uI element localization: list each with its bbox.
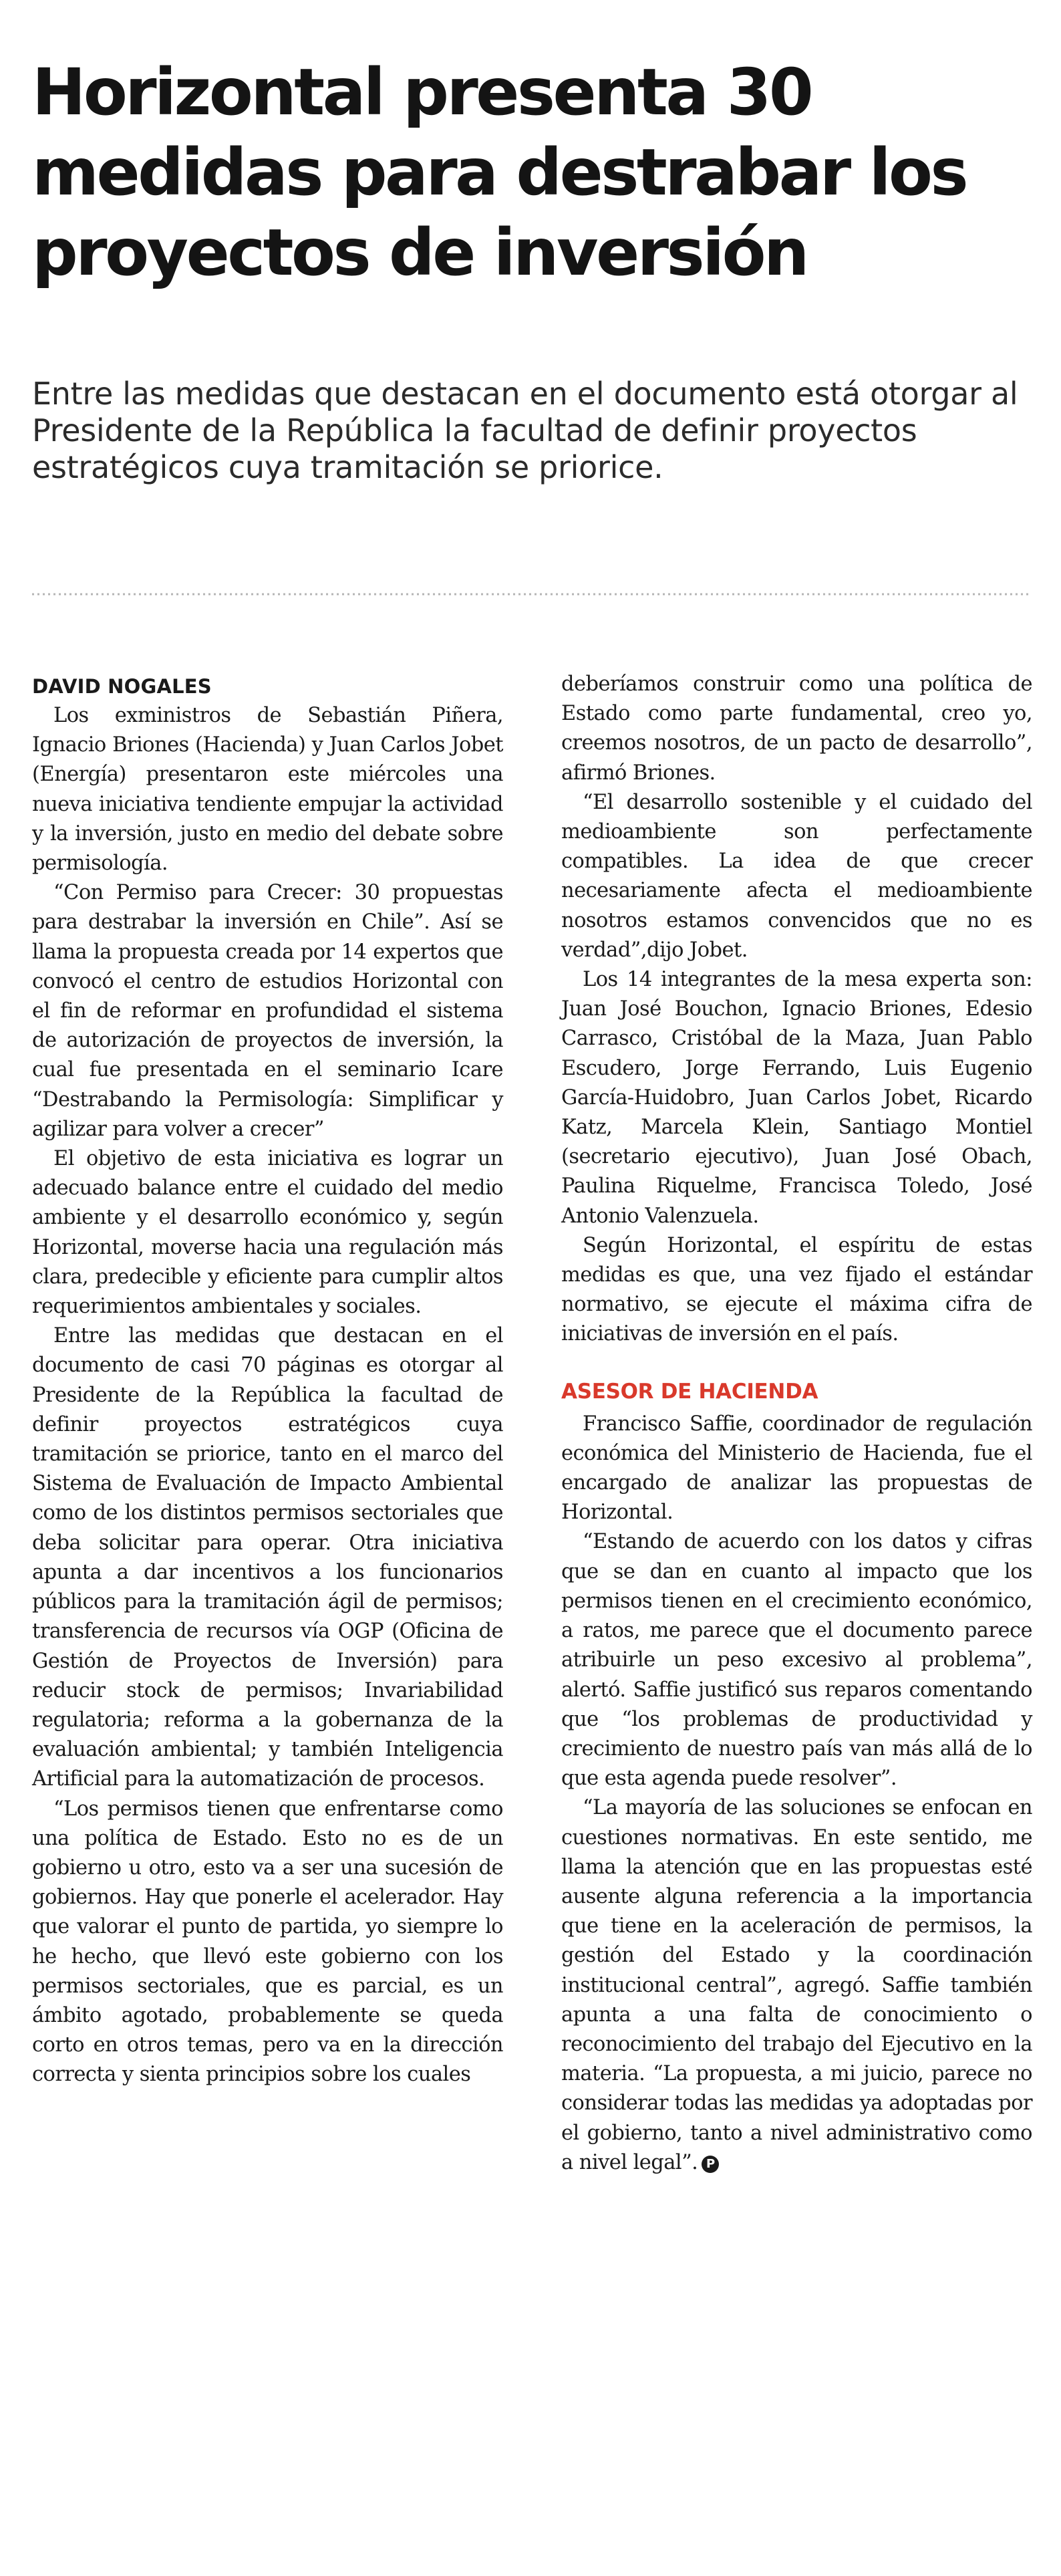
column-right — [561, 670, 1032, 2178]
subhead: ASESOR DE HACIENDA — [561, 1379, 818, 1404]
paragraph-final-text: “La mayoría de las soluciones se enfocan en cuestiones normativas. En este sentido, me llama la atención que en las propuestas esté ausente alguna referencia a la importancia que tiene en la aceleración de permisos, la gestión del Estado y la coordinación institucional central”, agregó. Saffie también apunta a una falta de conocimiento o reconocimiento del trabajo del Ejecutivo en la materia. “La propuesta, a mi juicio, parece no considerar todas las medidas ya adoptadas por el gobierno, tanto a nivel administrativo como a nivel legal”. — [561, 1796, 1032, 2174]
paragraph: Según Horizontal, el espíritu de estas medidas es que, una vez fijado el estándar normativo, se ejecute el máxima cifra de iniciativas de inversión en el país. — [561, 1233, 1032, 1346]
paragraph: Los 14 integrantes de la mesa experta son: Juan José Bouchon, Ignacio Briones, Edesio Carrasco, Cristóbal de la Maza, Juan Pablo Escudero, Jorge Ferrando, Luis Eugenio García-Huidobro, Juan Carlos Jobet, Ricardo Katz, Marcela Klein, Santiago Montiel (secretario ejecutivo), Juan José Obach, Paulina Riquelme, Francisca Toledo, José Antonio Valenzuela. — [561, 968, 1032, 1228]
paragraph: “Estando de acuerdo con los datos y cifras que se dan en cuanto al impacto que los permisos tienen en el crecimiento económico, a ratos, me parece que el documento parece atribuirle un peso excesivo al problema”, alertó. Saffie justificó sus reparos comentando que “los problemas de productividad y crecimiento de nuestro país van más allá de lo que esta agenda puede resolver”. — [561, 1530, 1032, 1791]
section-divider — [0, 588, 1061, 600]
paragraph: “Los permisos tienen que enfrentarse como una política de Estado. Esto no es de un gobierno u otro, esto va a ser una sucesión de gobiernos. Hay que ponerle el acelerador. Hay que valorar el punto de partida, yo siempre lo he hecho, que llevó este gobierno con los permisos sectoriales, que es parcial, es un ámbito agotado, probablemente se queda corto en otros temas, pero va en la dirección correcta y sienta principios sobre los cuales — [32, 1797, 503, 2087]
end-mark-icon: P — [702, 2156, 719, 2173]
paragraph: “Con Permiso para Crecer: 30 propuestas para destrabar la inversión en Chile”. Así se llama la propuesta creada por 14 expertos que convocó el centro de estudios Horizontal con el fin de reformar en profundidad el sistema de autorización de proyectos de inversión, la cual fue presentada en el seminario Icare “Destrabando la Permisología: Simplificar y agilizar para volver a crecer” — [32, 881, 503, 1141]
dotted-rule — [0, 592, 1061, 597]
dek-summary: Entre las medidas que destacan en el documento está otorgar al Presidente de la República la facultad de definir proyectos estratégicos cuya tramitación se priorice. — [32, 376, 1018, 485]
byline: DAVID NOGALES — [32, 675, 212, 698]
headline: Horizontal presenta 30 medidas para destrabar los proyectos de inversión — [32, 55, 967, 290]
paragraph: Los exministros de Sebastián Piñera, Ignacio Briones (Hacienda) y Juan Carlos Jobet (Energía) presentaron este miércoles una nueva iniciativa tendiente empujar la actividad y la inversión, justo en medio del debate sobre permisología. — [32, 704, 503, 876]
column-left — [32, 672, 503, 2090]
paragraph: “El desarrollo sostenible y el cuidado del medioambiente son perfectamente compatibles. La idea de que crecer necesariamente afecta el medioambiente nosotros estamos convencidos que no es verdad”,dijo Jobet. — [561, 790, 1032, 962]
paragraph-final — [561, 1793, 1032, 2178]
paragraph-continued: deberíamos construir como una política de Estado como parte fundamental, creo yo, creemos nosotros, de un pacto de desarrollo”, afirmó Briones. — [561, 672, 1032, 785]
paragraph: Francisco Saffie, coordinador de regulación económica del Ministerio de Hacienda, fue el encargado de analizar las propuestas de Horizontal. — [561, 1412, 1032, 1525]
paragraph: El objetivo de esta iniciativa es lograr un adecuado balance entre el cuidado del medio ambiente y el desarrollo económico y, según Horizontal, moverse hacia una regulación más clara, predecible y eficiente para cumplir altos requerimientos ambientales y sociales. — [32, 1147, 503, 1319]
paragraph: Entre las medidas que destacan en el documento de casi 70 páginas es otorgar al Presidente de la República la facultad de definir proyectos estratégicos cuya tramitación se priorice, tanto en el marco del Sistema de Evaluación de Impacto Ambiental como de los distintos permisos sectoriales que deba solicitar para operar. Otra iniciativa apunta a dar incentivos a los funcionarios públicos para la tramitación ágil de permisos; transferencia de recursos vía OGP (Oficina de Gestión de Proyectos de Inversión) para reducir stock de permisos; Invariabilidad regulatoria; reforma a la gobernanza de la evaluación ambiental; y también Inteligencia Artificial para la automatización de procesos. — [32, 1324, 503, 1791]
